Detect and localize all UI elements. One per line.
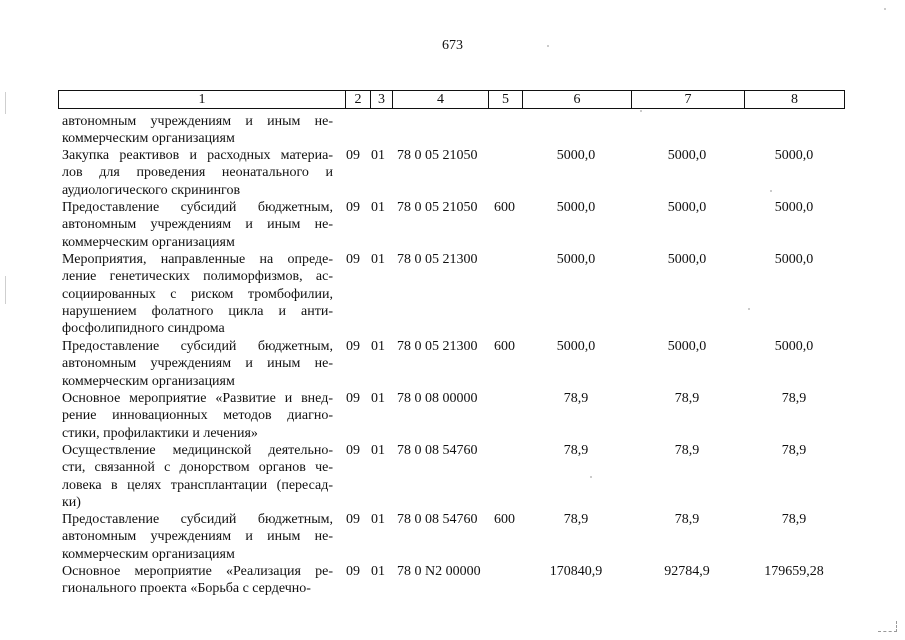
cell-c3: 01 xyxy=(371,564,385,579)
cell-c4: 78 0 05 21050 xyxy=(397,200,478,215)
description-line: Закупка реактивов и расходных материа- xyxy=(62,148,333,163)
cell-c4: 78 0 05 21050 xyxy=(397,148,478,163)
description-line: Основное мероприятие «Развитие и внед- xyxy=(62,391,333,406)
cell-c6: 78,9 xyxy=(563,391,589,406)
header-col-7: 7 xyxy=(631,91,744,108)
description-line: Предоставление субсидий бюджетным, xyxy=(62,200,333,215)
description-line: аудиологического скринингов xyxy=(62,182,241,198)
description-line: социированных с риском тромбофилии, xyxy=(62,286,333,302)
cell-c2: 09 xyxy=(346,564,360,579)
cell-c2: 09 xyxy=(346,443,360,458)
cell-c6: 5000,0 xyxy=(556,252,596,267)
row-description xyxy=(62,563,333,598)
header-col-5: 5 xyxy=(488,91,522,108)
row-description xyxy=(62,338,333,390)
cell-c2: 09 xyxy=(346,339,360,354)
row-description xyxy=(62,251,333,337)
cell-c5: 600 xyxy=(494,200,515,215)
description-line: Предоставление субсидий бюджетным, xyxy=(62,512,333,527)
description-line: нарушением фолатного цикла и анти- xyxy=(62,303,333,319)
cell-c8: 78,9 xyxy=(781,443,807,458)
description-line: автономным учреждениям и иным не- xyxy=(62,114,333,129)
header-col-1: 1 xyxy=(198,92,206,107)
row-description xyxy=(62,511,333,563)
cell-c5: 600 xyxy=(494,512,515,527)
scan-speck xyxy=(770,190,772,192)
scan-speck xyxy=(547,45,549,47)
cell-c8: 78,9 xyxy=(781,391,807,406)
scan-speck xyxy=(590,476,592,478)
description-line: Предоставление субсидий бюджетным, xyxy=(62,339,333,354)
scan-speck xyxy=(884,8,886,10)
cell-c4: 78 0 05 21300 xyxy=(397,252,478,267)
cell-c8: 5000,0 xyxy=(774,148,814,163)
header-col-2: 2 xyxy=(345,91,370,108)
row-description xyxy=(62,147,333,199)
description-line: автономным учреждениям и иным не- xyxy=(62,529,333,545)
cell-c8: 179659,28 xyxy=(764,564,824,579)
cell-c2: 09 xyxy=(346,200,360,215)
cell-c8: 5000,0 xyxy=(774,252,814,267)
description-line: автономным учреждениям и иным не- xyxy=(62,217,333,233)
description-line: коммерческим организациям xyxy=(62,546,235,562)
cell-c2: 09 xyxy=(346,148,360,163)
cell-c7: 78,9 xyxy=(674,443,700,458)
description-line: ление генетических полиморфизмов, ас- xyxy=(62,269,333,285)
description-line: Основное мероприятие «Реализация ре- xyxy=(62,564,333,579)
header-col-3: 3 xyxy=(370,91,392,108)
cell-c6: 5000,0 xyxy=(556,148,596,163)
cell-c4: 78 0 05 21300 xyxy=(397,339,478,354)
cell-c3: 01 xyxy=(371,512,385,527)
description-line: стики, профилактики и лечения» xyxy=(62,425,258,441)
cell-c2: 09 xyxy=(346,512,360,527)
row-description xyxy=(62,113,333,148)
scan-speck xyxy=(640,110,642,112)
description-line: автономным учреждениям и иным не- xyxy=(62,356,333,372)
description-line: лов для проведения неонатального и xyxy=(62,165,333,181)
description-line: фосфолипидного синдрома xyxy=(62,321,225,337)
cell-c6: 170840,9 xyxy=(549,564,603,579)
cell-c7: 92784,9 xyxy=(664,564,710,579)
description-line: ки) xyxy=(62,494,81,510)
cell-c5: 600 xyxy=(494,339,515,354)
scan-margin-line xyxy=(5,92,6,114)
cell-c3: 01 xyxy=(371,200,385,215)
scan-speck xyxy=(748,308,750,310)
row-description xyxy=(62,199,333,251)
description-line: сти, связанной с донорством органов че- xyxy=(62,460,333,476)
table-header xyxy=(58,90,845,109)
cell-c3: 01 xyxy=(371,339,385,354)
cell-c3: 01 xyxy=(371,391,385,406)
description-line: коммерческим организациям xyxy=(62,234,235,250)
cell-c4: 78 0 N2 00000 xyxy=(397,564,481,579)
description-line: гионального проекта «Борьба с сердечно- xyxy=(62,581,311,597)
cell-c6: 5000,0 xyxy=(556,339,596,354)
cell-c7: 5000,0 xyxy=(667,339,707,354)
cell-c3: 01 xyxy=(371,148,385,163)
cell-c7: 5000,0 xyxy=(667,200,707,215)
description-line: коммерческим организациям xyxy=(62,131,235,147)
cell-c6: 5000,0 xyxy=(556,200,596,215)
cell-c4: 78 0 08 54760 xyxy=(397,443,478,458)
description-line: коммерческим организациям xyxy=(62,373,235,389)
cell-c2: 09 xyxy=(346,391,360,406)
description-line: Осуществление медицинской деятельно- xyxy=(62,443,333,458)
description-line: рение инновационных методов диагно- xyxy=(62,408,333,424)
cell-c7: 78,9 xyxy=(674,391,700,406)
cell-c6: 78,9 xyxy=(563,443,589,458)
header-col-6: 6 xyxy=(522,91,631,108)
row-description xyxy=(62,390,333,442)
row-description xyxy=(62,442,333,511)
scan-corner-mark xyxy=(878,621,897,632)
cell-c7: 78,9 xyxy=(674,512,700,527)
cell-c8: 5000,0 xyxy=(774,200,814,215)
description-line: ловека в целях трансплантации (пересад- xyxy=(62,477,333,493)
cell-c3: 01 xyxy=(371,443,385,458)
header-col-4: 4 xyxy=(392,91,488,108)
cell-c8: 5000,0 xyxy=(774,339,814,354)
cell-c2: 09 xyxy=(346,252,360,267)
cell-c7: 5000,0 xyxy=(667,252,707,267)
scan-margin-line xyxy=(5,276,6,304)
cell-c7: 5000,0 xyxy=(667,148,707,163)
description-line: Мероприятия, направленные на опреде- xyxy=(62,252,333,267)
cell-c6: 78,9 xyxy=(563,512,589,527)
cell-c3: 01 xyxy=(371,252,385,267)
page-number: 673 xyxy=(442,38,463,53)
cell-c8: 78,9 xyxy=(781,512,807,527)
cell-c4: 78 0 08 00000 xyxy=(397,391,478,406)
cell-c4: 78 0 08 54760 xyxy=(397,512,478,527)
header-col-8: 8 xyxy=(744,91,844,108)
